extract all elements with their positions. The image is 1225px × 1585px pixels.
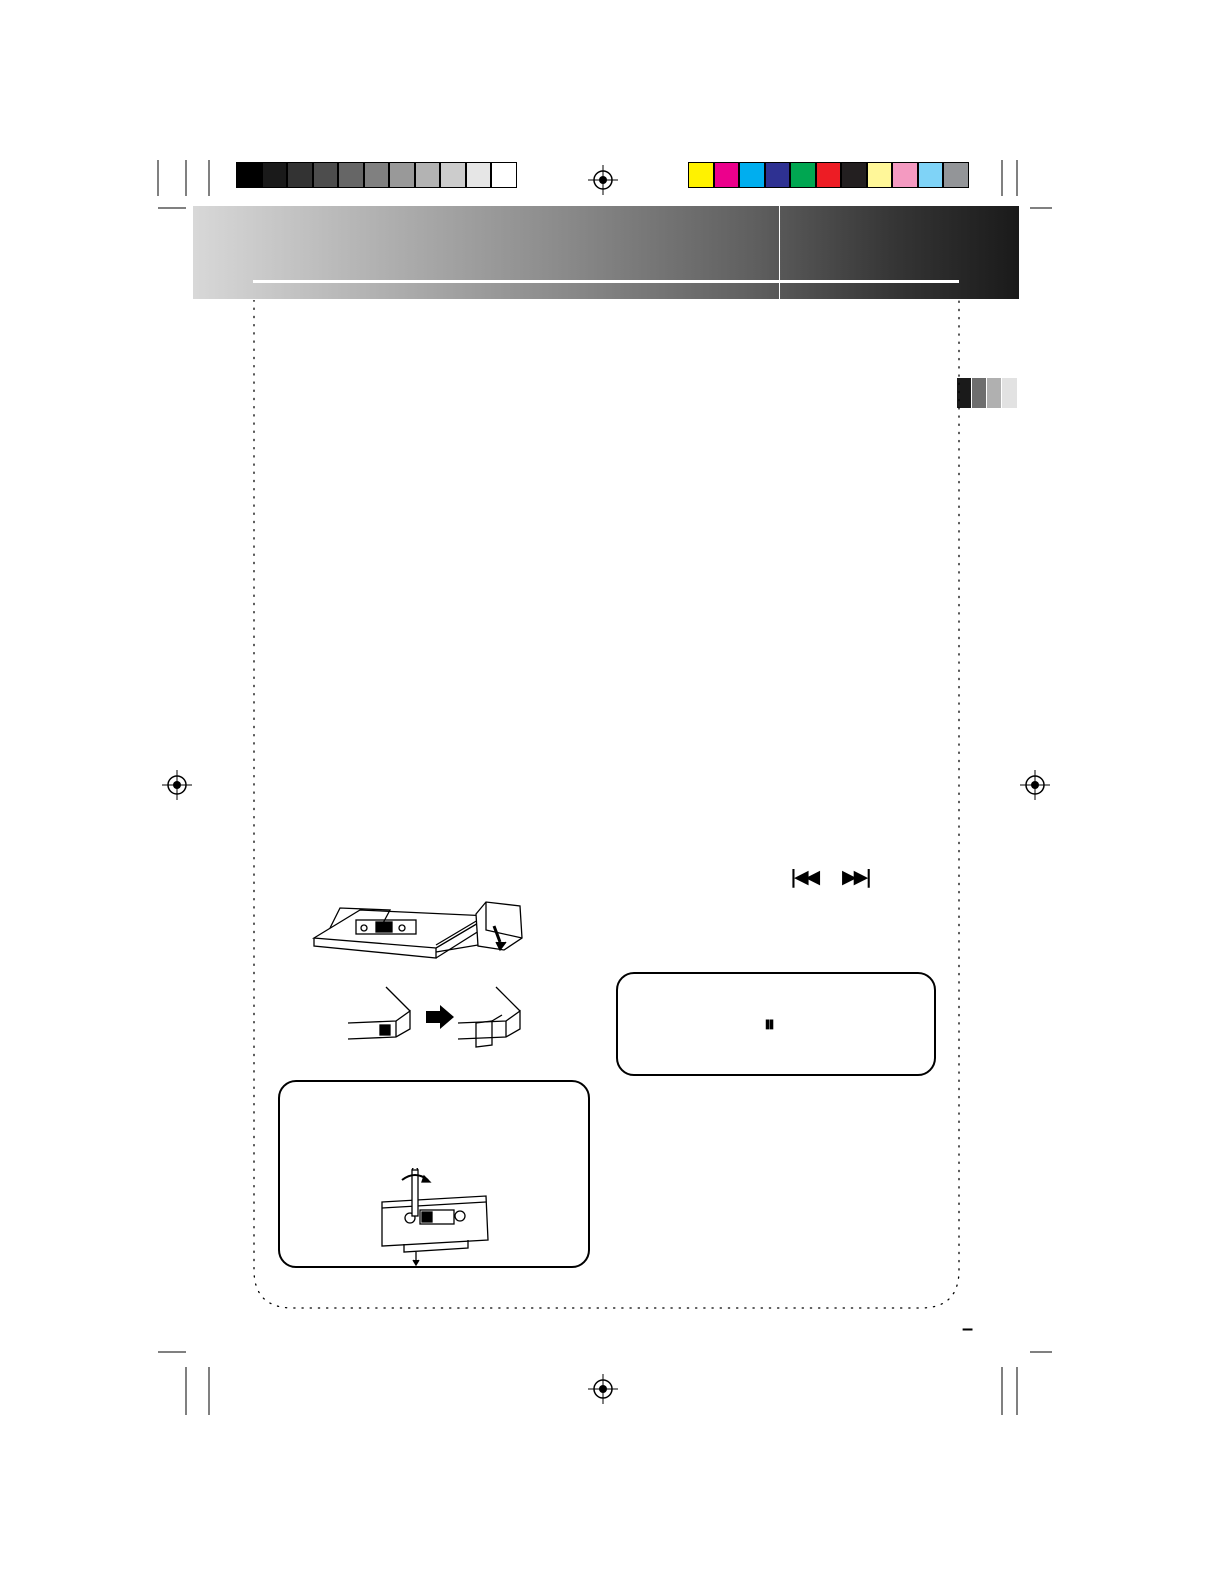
color-swatch-5: [816, 162, 842, 188]
gray-swatch-1: [262, 162, 288, 188]
pause-note-box: [616, 972, 936, 1076]
gray-swatch-2: [287, 162, 313, 188]
color-swatch-4: [790, 162, 816, 188]
color-swatch-7: [867, 162, 893, 188]
cassette-erase-tab-illustration: [300, 890, 550, 985]
color-swatch-strip: [688, 162, 969, 188]
gray-swatch-3: [313, 162, 339, 188]
section-side-tab: [957, 378, 1017, 408]
gray-swatch-7: [415, 162, 441, 188]
color-swatch-9: [918, 162, 944, 188]
header-rule: [253, 280, 959, 283]
cassette-pencil-illustration: [376, 1168, 496, 1266]
color-swatch-6: [841, 162, 867, 188]
pause-icon: ⏸: [764, 1012, 776, 1037]
header-divider: [779, 206, 780, 299]
color-swatch-1: [714, 162, 740, 188]
header-band: [193, 206, 1019, 299]
tab-covered-illustration: [346, 985, 528, 1057]
gray-swatch-10: [491, 162, 517, 188]
gray-swatch-4: [338, 162, 364, 188]
gray-swatch-6: [389, 162, 415, 188]
gray-swatch-5: [364, 162, 390, 188]
fast-forward-icon: ▶▶|: [842, 866, 870, 888]
registration-target-icon: [588, 165, 618, 195]
color-swatch-0: [688, 162, 714, 188]
skip-back-icon: |◀◀: [790, 866, 818, 888]
color-swatch-3: [765, 162, 791, 188]
gray-swatch-0: [236, 162, 262, 188]
gray-swatch-9: [466, 162, 492, 188]
color-swatch-2: [739, 162, 765, 188]
gray-swatch-8: [440, 162, 466, 188]
color-swatch-8: [892, 162, 918, 188]
bottom-crop-marks: [0, 1345, 1225, 1425]
color-swatch-10: [943, 162, 969, 188]
grayscale-swatch-strip: [236, 162, 517, 188]
page-number-mark: –: [962, 1318, 974, 1340]
registration-target-icon: [162, 770, 192, 800]
registration-target-icon: [1020, 770, 1050, 800]
